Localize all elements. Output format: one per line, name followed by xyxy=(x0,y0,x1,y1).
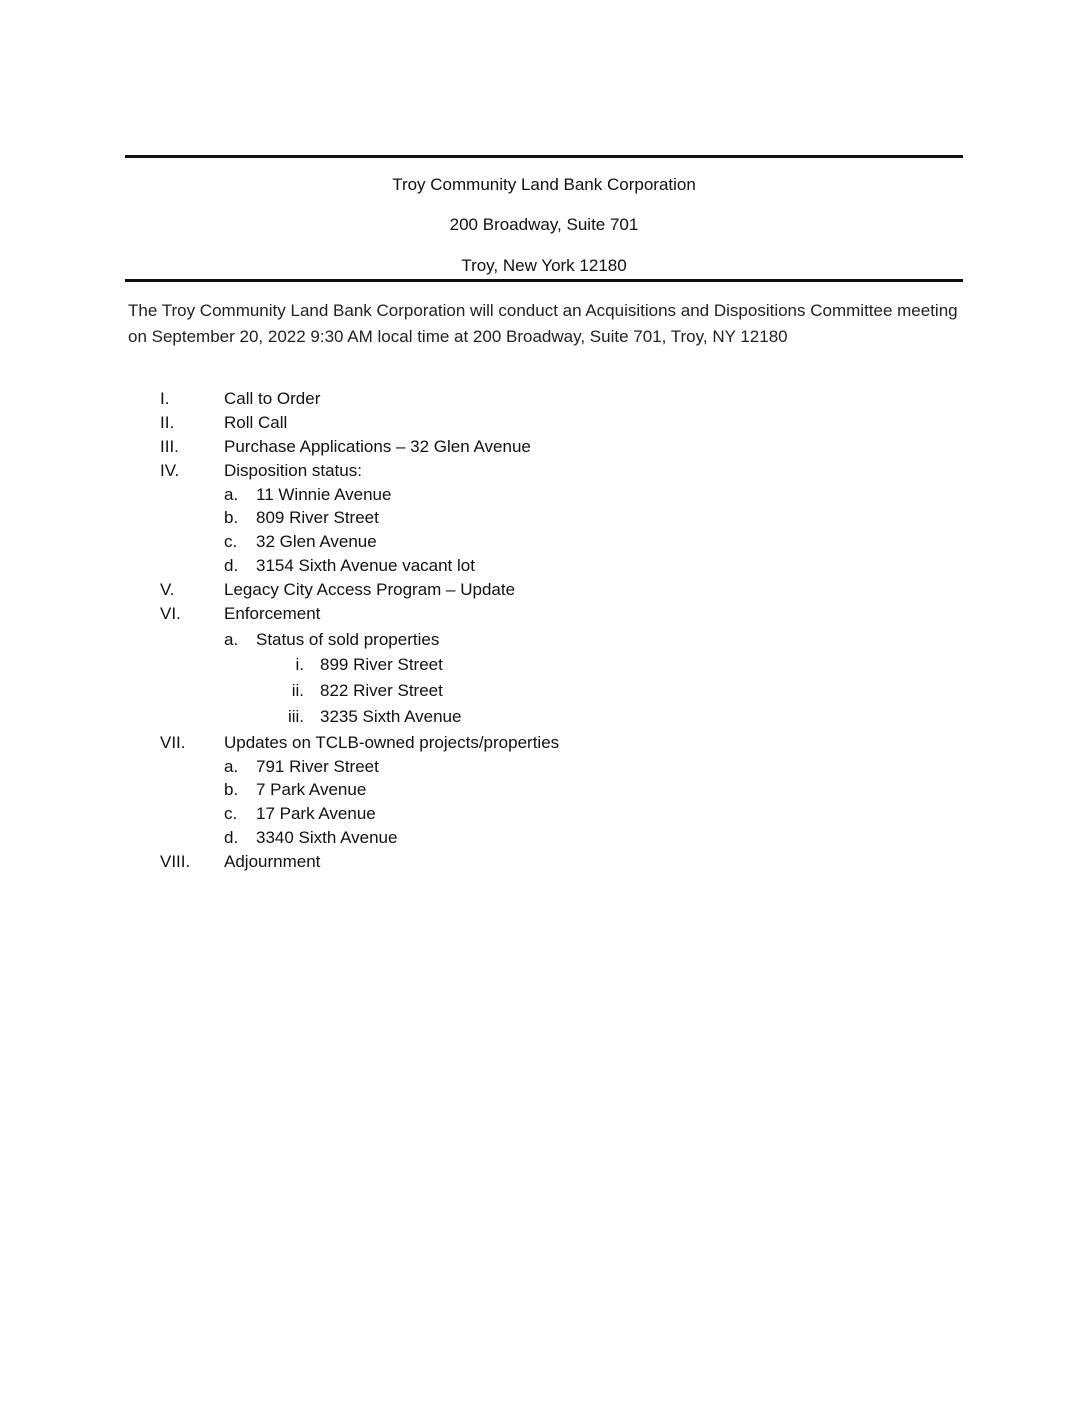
agenda-item-text: Call to Order xyxy=(224,389,321,408)
agenda-subitem-text: 11 Winnie Avenue xyxy=(256,485,392,504)
agenda-item-number: I. xyxy=(160,389,170,408)
agenda-item-number: IV. xyxy=(160,461,180,480)
agenda-subitem-letter: a. xyxy=(224,485,239,504)
agenda-item-text: Adjournment xyxy=(224,852,321,871)
agenda-subitem-letter: a. xyxy=(224,630,239,649)
agenda-item-number: VIII. xyxy=(160,852,191,871)
agenda-subsubitem-text: 822 River Street xyxy=(320,681,443,700)
agenda-subsubitem-numeral: ii. xyxy=(291,681,304,700)
agenda-subsubitem-text: 3235 Sixth Avenue xyxy=(320,707,462,726)
agenda-item-text: Updates on TCLB-owned projects/properties xyxy=(224,733,560,752)
address-line-1: 200 Broadway, Suite 701 xyxy=(449,215,639,234)
agenda-subsubitem-numeral: iii. xyxy=(287,707,304,726)
agenda-subsubitem-numeral: i. xyxy=(295,655,304,674)
agenda-item-text: Legacy City Access Program – Update xyxy=(224,580,516,599)
agenda-item-number: VII. xyxy=(160,733,186,752)
agenda-item-text: Purchase Applications – 32 Glen Avenue xyxy=(224,437,531,456)
agenda-subitem-letter: a. xyxy=(224,757,239,776)
agenda-subitem-text: 809 River Street xyxy=(256,508,379,527)
agenda-subitem-text: 3154 Sixth Avenue vacant lot xyxy=(256,556,475,575)
agenda-subsubitem-text: 899 River Street xyxy=(320,655,443,674)
meeting-notice: The Troy Community Land Bank Corporation will conduct an Acquisitions and Dispositions Committee meeting on September 20, 2022 9:30 AM local time at 200 Broadway, Suite 701, Troy, NY 12180 xyxy=(128,301,958,346)
agenda-subitem-letter: d. xyxy=(224,828,239,847)
agenda-subitem-letter: c. xyxy=(224,532,238,551)
agenda-subitem-text: 7 Park Avenue xyxy=(256,780,367,799)
header-top-rule xyxy=(125,155,963,158)
agenda-subitem-text: Status of sold properties xyxy=(256,630,440,649)
agenda-item-number: II. xyxy=(160,413,175,432)
organization-name: Troy Community Land Bank Corporation xyxy=(392,175,696,194)
agenda-item-text: Disposition status: xyxy=(224,461,362,480)
agenda-subitem-text: 32 Glen Avenue xyxy=(256,532,377,551)
agenda-item-number: V. xyxy=(160,580,175,599)
agenda-item-number: VI. xyxy=(160,604,181,623)
agenda-subitem-text: 3340 Sixth Avenue xyxy=(256,828,398,847)
agenda-item-text: Roll Call xyxy=(224,413,288,432)
address-line-2: Troy, New York 12180 xyxy=(461,256,627,275)
header-bottom-rule xyxy=(125,279,963,282)
agenda-subitem-text: 791 River Street xyxy=(256,757,379,776)
agenda-subitem-text: 17 Park Avenue xyxy=(256,804,376,823)
agenda-item-text: Enforcement xyxy=(224,604,321,623)
agenda-item-number: III. xyxy=(160,437,179,456)
agenda-subitem-letter: d. xyxy=(224,556,239,575)
agenda-subitem-letter: b. xyxy=(224,508,239,527)
agenda-subitem-letter: b. xyxy=(224,780,239,799)
agenda-subitem-letter: c. xyxy=(224,804,238,823)
